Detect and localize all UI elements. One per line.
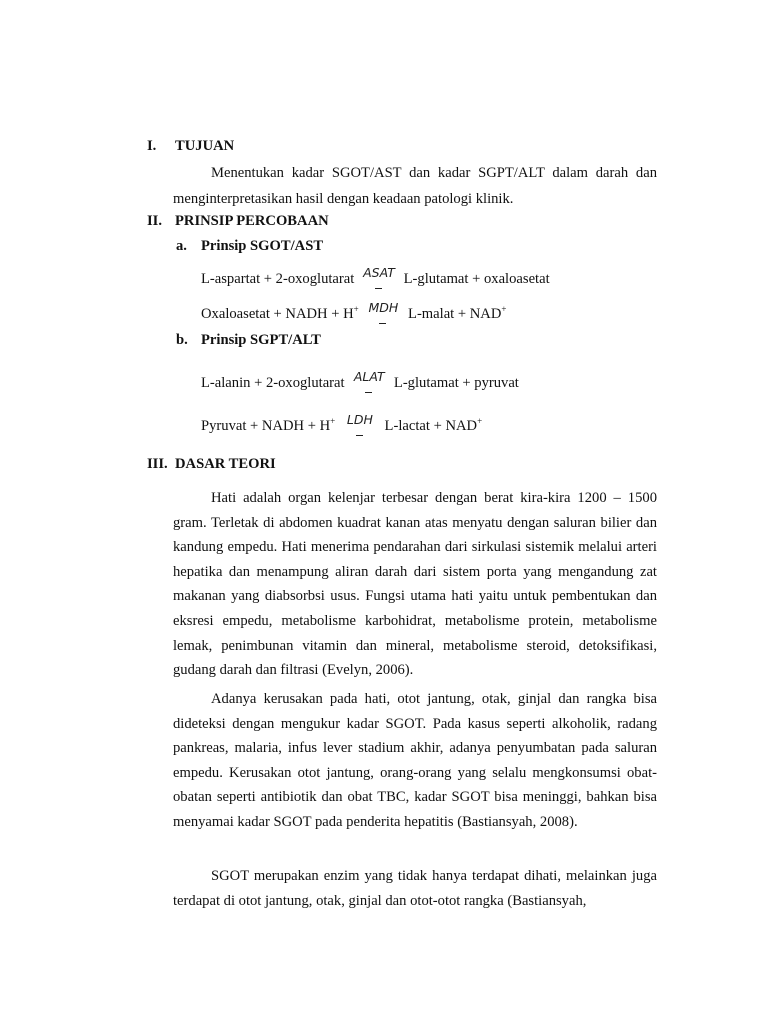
reaction-arrow (341, 414, 379, 430)
theory-paragraph-3: SGOT merupakan enzim yang tidak hanya terdapat dihati, melainkan juga terdapat di otot jantung, otak, ginjal dan otot-otot rangka (Bastiansyah, (173, 868, 657, 909)
enzyme-label: ASAT (363, 265, 395, 280)
tujuan-paragraph: Menentukan kadar SGOT/AST dan kadar SGPT/ALT dalam darah dan menginterpretasikan hasil dengan keadaan patologi klinik. (173, 165, 657, 207)
reaction-products: L-glutamat + pyruvat (393, 375, 519, 391)
arrow-icon (356, 435, 363, 436)
enzyme-label: LDH (346, 412, 373, 427)
reaction-products: L-lactat + NAD (384, 418, 478, 434)
section-title-dasar-teori: DASAR TEORI (175, 456, 276, 472)
section-number: I. (147, 138, 157, 154)
superscript: + (330, 416, 336, 427)
enzyme-label: ALAT (353, 369, 385, 384)
reaction-equation (201, 302, 506, 323)
reaction-arrow (360, 267, 398, 283)
reaction-equation (201, 267, 550, 288)
section-number: II. (147, 213, 163, 229)
arrow-icon (375, 288, 382, 289)
subsection-label: a. (176, 238, 187, 254)
arrow-icon (379, 323, 386, 324)
section-title-prinsip: PRINSIP PERCOBAAN (175, 213, 329, 229)
reaction-reactants: L-alanin + 2-oxoglutarat (201, 375, 345, 391)
reaction-reactants: Oxaloasetat + NADH + H (201, 306, 354, 322)
reaction-equation (201, 414, 482, 435)
superscript: + (501, 304, 507, 315)
reaction-products: L-glutamat + oxaloasetat (403, 271, 550, 287)
reaction-reactants: L-aspartat + 2-oxoglutarat (201, 271, 355, 287)
reaction-reactants: Pyruvat + NADH + H (201, 418, 331, 434)
reaction-arrow (364, 302, 402, 318)
reaction-equation (201, 371, 519, 392)
theory-paragraph-1: Hati adalah organ kelenjar terbesar dengan berat kira-kira 1200 – 1500 gram. Terletak di abdomen kuadrat kanan atas menyatu dengan saluran bilier dan kandung empedu. Hati menerima pendarahan dari sirkulasi sistemik melalui arteri hepatika dan menampung aliran darah dari sistem porta yang mengandung zat makanan yang diabsorbsi usus. Fungsi utama hati yaitu untuk pembentukan dan eksresi empedu, metabolisme karbohidrat, metabolisme protein, metabolisme lemak, penimbunan vitamin dan mineral, metabolisme steroid, detoksifikasi, gudang darah dan filtrasi (Evelyn, 2006). (173, 490, 657, 679)
enzyme-label: MDH (368, 300, 399, 315)
section-number: III. (147, 456, 168, 472)
reaction-products: L-malat + NAD (408, 306, 502, 322)
subsection-title-sgot: Prinsip SGOT/AST (201, 238, 324, 254)
arrow-icon (365, 392, 372, 393)
theory-paragraph-2: Adanya kerusakan pada hati, otot jantung, otak, ginjal dan rangka bisa dideteksi dengan mengukur kadar SGOT. Pada kasus seperti alkoholik, radang pankreas, malaria, infus lever stadium akhir, adanya penyumbatan pada saluran empedu. Kerusakan otot jantung, orang-orang yang selalu mengkonsumsi obat-obatan seperti antibiotik dan obat TBC, kadar SGOT bisa meninggi, bahkan bisa menyamai kadar SGOT pada penderita hepatitis (Bastiansyah, 2008). (173, 691, 657, 830)
superscript: + (353, 304, 359, 315)
subsection-title-sgpt: Prinsip SGPT/ALT (201, 332, 321, 348)
section-title-tujuan: TUJUAN (175, 138, 235, 154)
reaction-arrow (350, 371, 388, 387)
superscript: + (477, 416, 483, 427)
subsection-label: b. (176, 332, 188, 348)
